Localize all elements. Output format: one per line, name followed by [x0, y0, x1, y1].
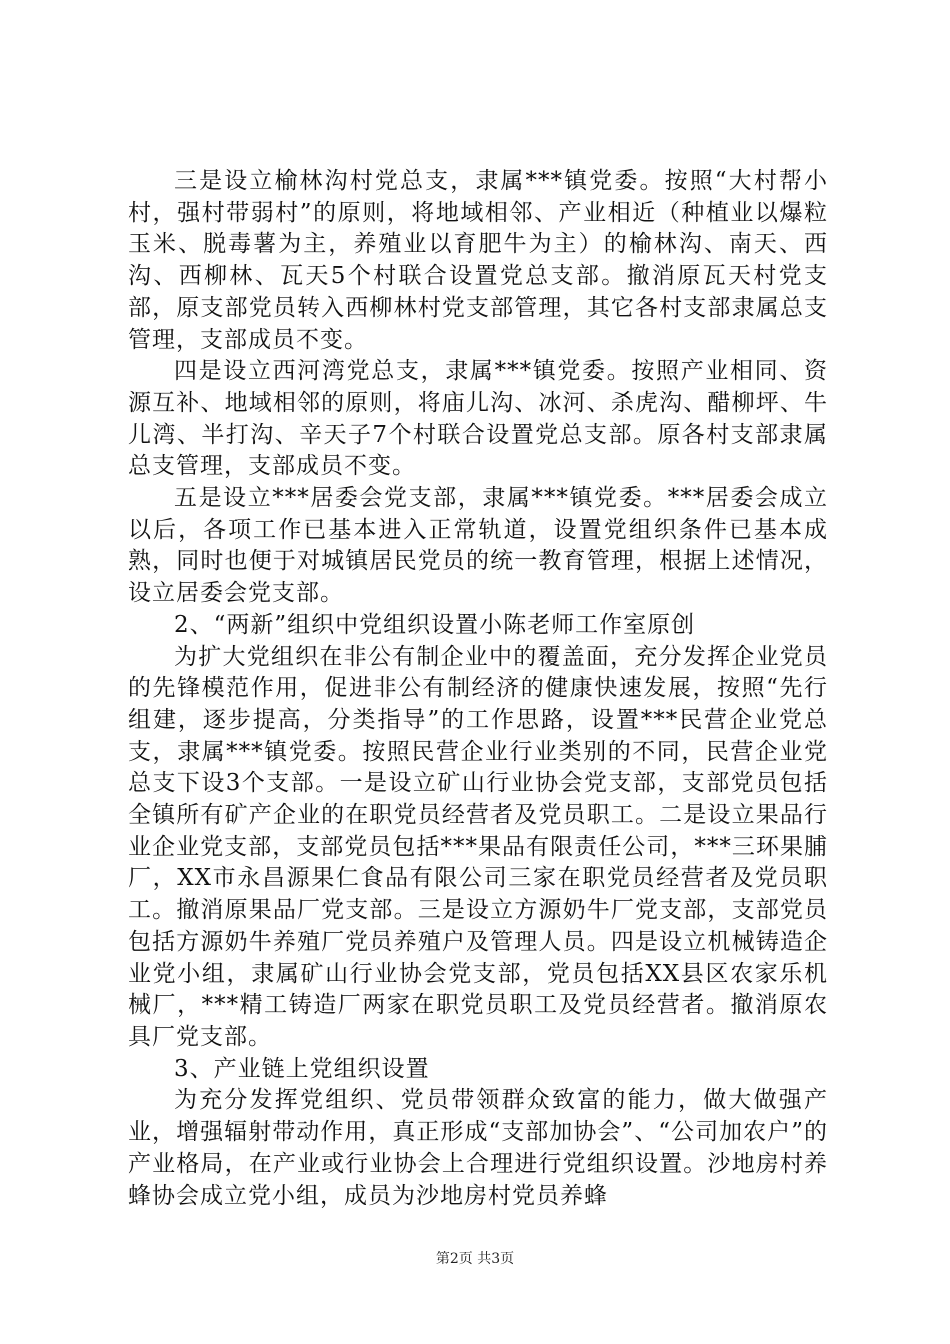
paragraph-yulingou: 三是设立榆林沟村党总支，隶属***镇党委。按照“大村帮小村，强村带弱村”的原则，将地域相邻、产业相近（种植业以爆粒玉米、脱毒薯为主，养殖业以育肥牛为主）的榆林沟、南天、西沟、西柳林、瓦天5个村联合设置党总支部。撤消原瓦天村党支部，原支部党员转入西柳林村党支部管理，其它各村支部隶属总支管理，支部成员不变。: [128, 168, 828, 353]
paragraph-juweihui: 五是设立***居委会党支部，隶属***镇党委。***居委会成立以后，各项工作已基本进入正常轨道，设置党组织条件已基本成熟，同时也便于对城镇居民党员的统一教育管理，根据上述情况，设立居委会党支部。: [128, 485, 828, 607]
section-heading-liangxin: 2、“两新”组织中党组织设置小陈老师工作室原创: [174, 611, 696, 638]
paragraph-liangxin: 为扩大党组织在非公有制企业中的覆盖面，充分发挥企业党员的先锋模范作用，促进非公有制经济的健康快速发展，按照“先行组建，逐步提高，分类指导”的工作思路，设置***民营企业党总支，隶属***镇党委。按照民营企业行业类别的不同，民营企业党总支下设3个支部。一是设立矿山行业协会党支部，支部党员包括全镇所有矿产企业的在职党员经营者及党员职工。二是设立果品行业企业党支部，支部党员包括***果品有限责任公司，***三环果脯厂，XX市永昌源果仁食品有限公司三家在职党员经营者及党员职工。撤消原果品厂党支部。三是设立方源奶牛厂党支部，支部党员包括方源奶牛养殖厂党员养殖户及管理人员。四是设立机械铸造企业党小组，隶属矿山行业协会党支部，党员包括XX县区农家乐机械厂，***精工铸造厂两家在职党员职工及党员经营者。撤消原农具厂党支部。: [128, 643, 829, 1050]
document-body: [128, 166, 828, 1212]
section-heading-chanyelian: 3、产业链上党组织设置: [174, 1055, 430, 1082]
paragraph-xihewan: 四是设立西河湾党总支，隶属***镇党委。按照产业相同、资源互补、地域相邻的原则，将庙儿沟、冰河、杀虎沟、醋柳坪、牛儿湾、半打沟、辛天子7个村联合设置党总支部。原各村支部隶属总支管理，支部成员不变。: [128, 358, 828, 480]
page-number-footer: 第2页 共3页: [435, 1251, 515, 1267]
paragraph-chanyelian: 为充分发挥党组织、党员带领群众致富的能力，做大做强产业，增强辐射带动作用，真正形成“支部加协会”、“公司加农户”的产业格局，在产业或行业协会上合理进行党组织设置。沙地房村养蜂协会成立党小组，成员为沙地房村党员养蜂: [128, 1087, 828, 1209]
